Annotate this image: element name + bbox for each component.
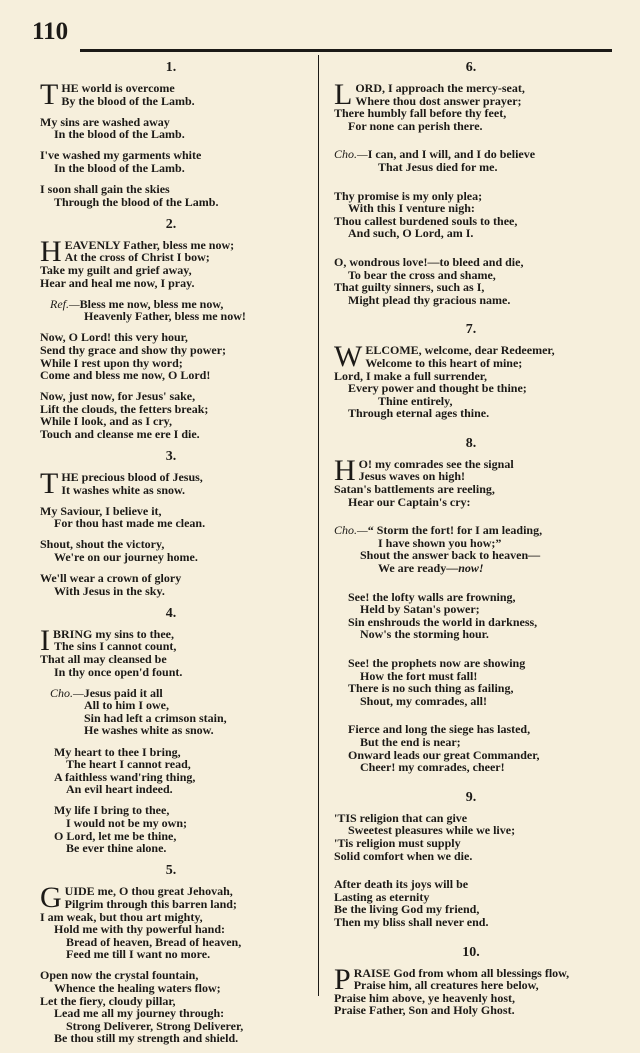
line-text: How the fort must fall! <box>360 668 478 683</box>
stanza <box>334 657 608 707</box>
stanza <box>334 453 608 509</box>
stanza <box>334 190 608 240</box>
verse-line <box>40 1032 302 1045</box>
hymn-number: 3. <box>165 449 177 465</box>
hymn <box>40 217 302 441</box>
line-text: Fierce and long the siege has lasted, <box>348 722 531 737</box>
hymn-number: 7. <box>465 322 477 338</box>
line-text: Lead me all my journey through: <box>54 1006 225 1021</box>
hymn <box>40 60 302 208</box>
line-text: I've washed my garments white <box>40 148 202 163</box>
verse-line <box>334 695 608 708</box>
verse-line <box>334 628 608 641</box>
line-text: Strong Deliverer, Strong Deliverer, <box>66 1018 244 1033</box>
verse-line <box>40 428 302 441</box>
hymn <box>40 863 302 1045</box>
verse-line <box>334 120 608 133</box>
line-text: There is no such thing as failing, <box>348 681 514 696</box>
line-text: HE world is overcome <box>61 81 175 95</box>
line-text: See! the lofty walls are frowning, <box>348 589 516 604</box>
verse-line <box>334 382 608 395</box>
line-text: My Saviour, I believe it, <box>40 503 162 518</box>
stanza <box>334 256 608 306</box>
line-text: “ Storm the fort! for I am leading, <box>367 523 543 538</box>
stanza <box>334 591 608 641</box>
hymn-number: 10. <box>462 944 480 960</box>
hymn-number: 4. <box>165 605 177 621</box>
hymn-number: 2. <box>165 216 177 232</box>
line-text: UIDE me, O thou great Jehovah, <box>64 884 233 899</box>
verse-line <box>40 310 302 323</box>
italic-text: now! <box>458 561 484 576</box>
hymn <box>334 60 608 306</box>
line-text: My sins are washed away <box>40 114 170 129</box>
line-text: Come and bless me now, O Lord! <box>40 368 211 383</box>
verse-line <box>40 551 302 564</box>
line-text: HE precious blood of Jesus, <box>61 470 203 485</box>
drop-cap: L <box>334 78 353 111</box>
stanza <box>334 962 608 1018</box>
stanza <box>40 505 302 530</box>
line-text: Let the fiery, cloudy pillar, <box>40 993 176 1008</box>
line-text: Whence the healing waters flow; <box>54 980 221 995</box>
line-text: All to him I owe, <box>84 698 169 713</box>
verse-line <box>40 842 302 855</box>
line-text: I can, and I will, and I do believe <box>367 147 536 162</box>
line-text: There humbly fall before thy feet, <box>334 106 507 121</box>
line-text: Solid comfort when we die. <box>334 848 473 863</box>
line-text: Shout, shout the victory, <box>40 537 165 552</box>
line-text: Now, just now, for Jesus' sake, <box>40 389 196 404</box>
line-text: Lift the clouds, the fetters break; <box>40 401 209 416</box>
verse-line <box>40 585 302 598</box>
line-text: Jesus paid it all <box>83 685 163 700</box>
line-text: Shout the answer back to heaven— <box>360 548 541 563</box>
line-text: Bless me now, bless me now, <box>79 296 224 311</box>
line-text: I have shown you how;” <box>378 535 502 550</box>
line-text: Shout, my comrades, all! <box>360 693 487 708</box>
verse-line <box>40 724 302 737</box>
stanza <box>40 804 302 854</box>
line-text: Now's the storming hour. <box>360 627 489 642</box>
line-text: Where thou dost answer prayer; <box>355 93 522 108</box>
line-text: BRING my sins to thee, <box>53 626 175 641</box>
line-text: To bear the cross and shame, <box>348 267 496 282</box>
stanza <box>40 746 302 796</box>
line-text: While I rest upon thy word; <box>40 355 183 370</box>
stanza <box>40 881 302 962</box>
line-text: See! the prophets now are showing <box>348 656 526 670</box>
stanza <box>40 116 302 141</box>
line-text: In thy once open'd fount. <box>54 664 183 679</box>
stanza <box>40 538 302 563</box>
line-text: I am weak, but thou art mighty, <box>40 909 203 924</box>
verse-line <box>334 761 608 774</box>
line-text: In the blood of the Lamb. <box>54 127 185 142</box>
line-text: Through eternal ages thine. <box>348 406 490 421</box>
hymn-number: 9. <box>465 789 477 805</box>
line-text: ELCOME, welcome, dear Redeemer, <box>365 343 555 358</box>
line-text: That guilty sinners, such as I, <box>334 280 485 295</box>
drop-cap: T <box>40 78 59 111</box>
chorus-label: Cho.— <box>334 523 368 538</box>
hymn <box>40 606 302 855</box>
stanza <box>334 878 608 928</box>
line-text: Now, O Lord! this very hour, <box>40 330 188 345</box>
line-text: 'Tis religion must supply <box>334 835 461 850</box>
line-text: Sweetest pleasures while we live; <box>348 823 516 838</box>
line-text: Be ever thine alone. <box>66 841 167 856</box>
line-text: Take my guilt and grief away, <box>40 262 192 277</box>
verse-line <box>40 948 302 961</box>
hymn <box>334 790 608 929</box>
line-text: Might plead thy gracious name. <box>348 292 511 307</box>
hymn <box>334 436 608 774</box>
line-text: Sin had left a crimson stain, <box>84 710 227 725</box>
line-text: An evil heart indeed. <box>66 782 173 797</box>
line-text: Hear and heal me now, I pray. <box>40 275 195 290</box>
stanza <box>40 572 302 597</box>
verse-line <box>40 666 302 679</box>
hymn-number: 8. <box>465 435 477 451</box>
line-text: Heavenly Father, bless me now! <box>84 309 246 324</box>
line-text: Send thy grace and show thy power; <box>40 342 227 357</box>
line-text: O, wondrous love!—to bleed and die, <box>334 254 524 269</box>
line-text: We are ready— <box>378 561 459 576</box>
verse-line <box>334 850 608 863</box>
header-rule <box>80 49 612 52</box>
line-text: Lord, I make a full surrender, <box>334 368 488 383</box>
line-text: Praise him, all creatures here below, <box>353 978 539 993</box>
line-text: We're on our journey home. <box>54 550 198 565</box>
line-text: Lasting as eternity <box>334 889 430 904</box>
line-text: EAVENLY Father, bless me now; <box>64 237 235 252</box>
line-text: It washes white as snow. <box>61 482 186 497</box>
verse-line <box>40 162 302 175</box>
stanza <box>40 183 302 208</box>
verse-line <box>40 783 302 796</box>
line-text: Touch and cleanse me ere I die. <box>40 426 200 441</box>
drop-cap: H <box>40 234 62 268</box>
verse-line <box>334 407 608 420</box>
line-text: RAISE God from whom all blessings flow, <box>353 965 570 980</box>
line-text: After death its joys will be <box>334 877 469 892</box>
line-text: Hear our Captain's cry: <box>348 494 471 509</box>
verse-line <box>334 496 608 509</box>
hymn-number: 6. <box>465 60 477 75</box>
line-text: We'll wear a crown of glory <box>40 571 182 586</box>
line-text: Pilgrim through this barren land; <box>64 896 237 911</box>
drop-cap: P <box>334 962 351 996</box>
line-text: Bread of heaven, Bread of heaven, <box>66 934 242 949</box>
line-text: By the blood of the Lamb. <box>61 93 195 108</box>
stanza <box>40 687 302 737</box>
verse-line <box>334 294 608 307</box>
line-text: Jesus waves on high! <box>358 469 466 484</box>
line-text: With this I venture nigh: <box>348 201 475 216</box>
line-text: Thine entirely, <box>378 393 453 408</box>
stanza <box>334 812 608 862</box>
stanza <box>334 723 608 773</box>
line-text: He washes white as snow. <box>84 723 214 738</box>
verse-line <box>334 161 608 174</box>
line-text: Every power and thought be thine; <box>348 381 527 396</box>
column-divider <box>318 55 319 996</box>
line-text: Feed me till I want no more. <box>66 947 211 962</box>
line-text: A faithless wand'ring thing, <box>54 769 196 784</box>
line-text: The sins I cannot count, <box>54 639 177 654</box>
verse-line <box>40 369 302 382</box>
line-text: Thou callest burdened souls to thee, <box>334 213 518 228</box>
line-text: For thou hast made me clean. <box>54 516 206 531</box>
line-text: At the cross of Christ I bow; <box>64 250 210 265</box>
verse-line <box>334 562 608 575</box>
line-text: Cheer! my comrades, cheer! <box>360 760 505 775</box>
stanza <box>40 390 302 440</box>
verse-line <box>334 227 608 240</box>
hymn <box>40 449 302 597</box>
chorus-label: Cho.— <box>50 685 84 700</box>
line-text: With Jesus in the sky. <box>54 583 165 598</box>
verse-line <box>40 687 302 700</box>
page-number: 110 <box>32 18 69 45</box>
hymn <box>334 322 608 420</box>
hymn-number: 1. <box>165 60 177 75</box>
verse-line <box>40 196 302 209</box>
stanza <box>334 148 608 173</box>
line-text: Through the blood of the Lamb. <box>54 194 219 209</box>
stanza <box>40 234 302 290</box>
stanza <box>40 331 302 381</box>
line-text: ORD, I approach the mercy-seat, <box>355 81 525 95</box>
hymn <box>334 945 608 1017</box>
line-text: Open now the crystal fountain, <box>40 968 199 983</box>
verse-line <box>40 95 302 108</box>
verse-line <box>334 1004 608 1017</box>
stanza <box>40 298 302 323</box>
left-column <box>40 58 302 1053</box>
line-text: Hold me with thy powerful hand: <box>54 922 226 937</box>
stanza <box>40 467 302 501</box>
line-text: While I look, and as I cry, <box>40 414 173 429</box>
line-text: In the blood of the Lamb. <box>54 160 185 175</box>
line-text: Welcome to this heart of mine; <box>365 355 523 370</box>
line-text: My life I bring to thee, <box>54 803 170 818</box>
line-text: Praise him above, ye heavenly host, <box>334 990 515 1005</box>
line-text: Sin enshrouds the world in darkness, <box>348 614 538 629</box>
line-text: Be thou still my strength and shield. <box>54 1031 239 1046</box>
verse-line <box>40 128 302 141</box>
verse-line <box>334 916 608 929</box>
line-text: Onward leads our great Commander, <box>348 747 540 762</box>
stanza <box>40 78 302 111</box>
right-column <box>334 58 608 1033</box>
chorus-label: Ref.— <box>50 296 80 311</box>
hymn-number: 5. <box>165 863 177 879</box>
drop-cap: H <box>334 453 356 487</box>
line-text: That Jesus died for me. <box>378 159 498 174</box>
stanza <box>334 524 608 574</box>
line-text: Praise Father, Son and Holy Ghost. <box>334 1003 515 1018</box>
line-text: Held by Satan's power; <box>360 602 480 617</box>
stanza <box>334 78 608 133</box>
line-text: The heart I cannot read, <box>66 757 191 772</box>
drop-cap: I <box>40 623 50 657</box>
chorus-label: Cho.— <box>334 147 368 162</box>
line-text: O Lord, let me be thine, <box>54 828 177 843</box>
stanza <box>334 340 608 421</box>
line-text: And such, O Lord, am I. <box>348 226 474 241</box>
line-text: For none can perish there. <box>348 118 483 133</box>
line-text: I would not be my own; <box>66 816 188 831</box>
drop-cap: G <box>40 881 62 915</box>
stanza <box>40 969 302 1045</box>
verse-line <box>40 484 302 497</box>
line-text: That all may cleansed be <box>40 652 167 666</box>
line-text: Then my bliss shall never end. <box>334 914 489 929</box>
line-text: O! my comrades see the signal <box>358 456 514 471</box>
stanza <box>40 149 302 174</box>
drop-cap: W <box>334 340 363 374</box>
line-text: Satan's battlements are reeling, <box>334 482 495 497</box>
line-text: I soon shall gain the skies <box>40 182 170 197</box>
line-text: 'TIS religion that can give <box>334 810 468 825</box>
line-text: My heart to thee I bring, <box>54 744 181 759</box>
line-text: Thy promise is my only plea; <box>334 188 483 203</box>
drop-cap: T <box>40 467 59 501</box>
stanza <box>40 623 302 679</box>
verse-line <box>40 277 302 290</box>
verse-line <box>40 517 302 530</box>
line-text: Be the living God my friend, <box>334 902 480 917</box>
line-text: But the end is near; <box>360 734 461 749</box>
